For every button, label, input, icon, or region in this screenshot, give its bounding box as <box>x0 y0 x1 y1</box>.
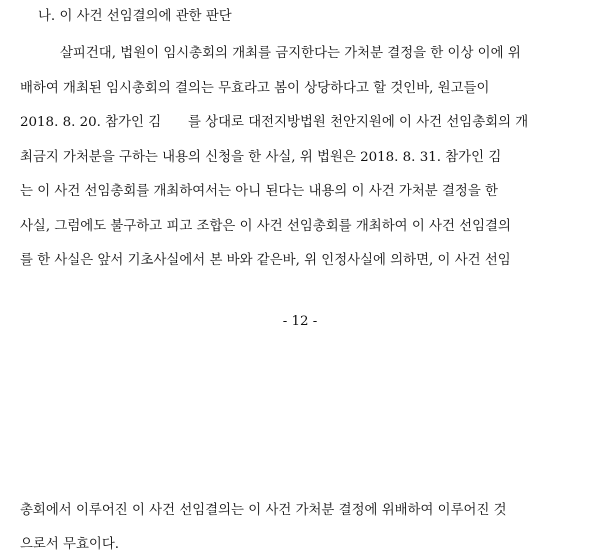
body-text-line: 는 이 사건 선임총회를 개최하여서는 아니 된다는 내용의 이 사건 가처분 결정을 한 <box>20 184 498 199</box>
body-text-line: 최금지 가처분을 구하는 내용의 신청을 한 사실, 위 법원은 2018. 8. 31. 참가인 김 <box>20 150 502 165</box>
body-text-line: 2018. 8. 20. 참가인 김 를 상대로 대전지방법원 천안지원에 이 사건 선임총회의 개 <box>20 115 529 130</box>
body-text-line: 배하여 개최된 임시총회의 결의는 무효라고 봄이 상당하다고 할 것인바, 원고들이 <box>20 81 490 96</box>
body-text-line: 를 한 사실은 앞서 기초사실에서 본 바와 같은바, 위 인정사실에 의하면, 이 사건 선임 <box>20 253 511 268</box>
body-text-line: 총회에서 이루어진 이 사건 선임결의는 이 사건 가처분 결정에 위배하여 이루어진 것 <box>20 503 507 518</box>
body-text-line: 으로서 무효이다. <box>20 537 120 552</box>
page-number: - 12 - <box>282 314 318 329</box>
section-heading: 나. 이 사건 선임결의에 관한 판단 <box>38 9 232 24</box>
body-text-line: 살피건대, 법원이 임시총회의 개최를 금지한다는 가처분 결정을 한 이상 이에 위 <box>60 46 521 61</box>
body-text-line: 사실, 그럼에도 불구하고 피고 조합은 이 사건 선임총회를 개최하여 이 사건 선임결의 <box>20 219 511 234</box>
